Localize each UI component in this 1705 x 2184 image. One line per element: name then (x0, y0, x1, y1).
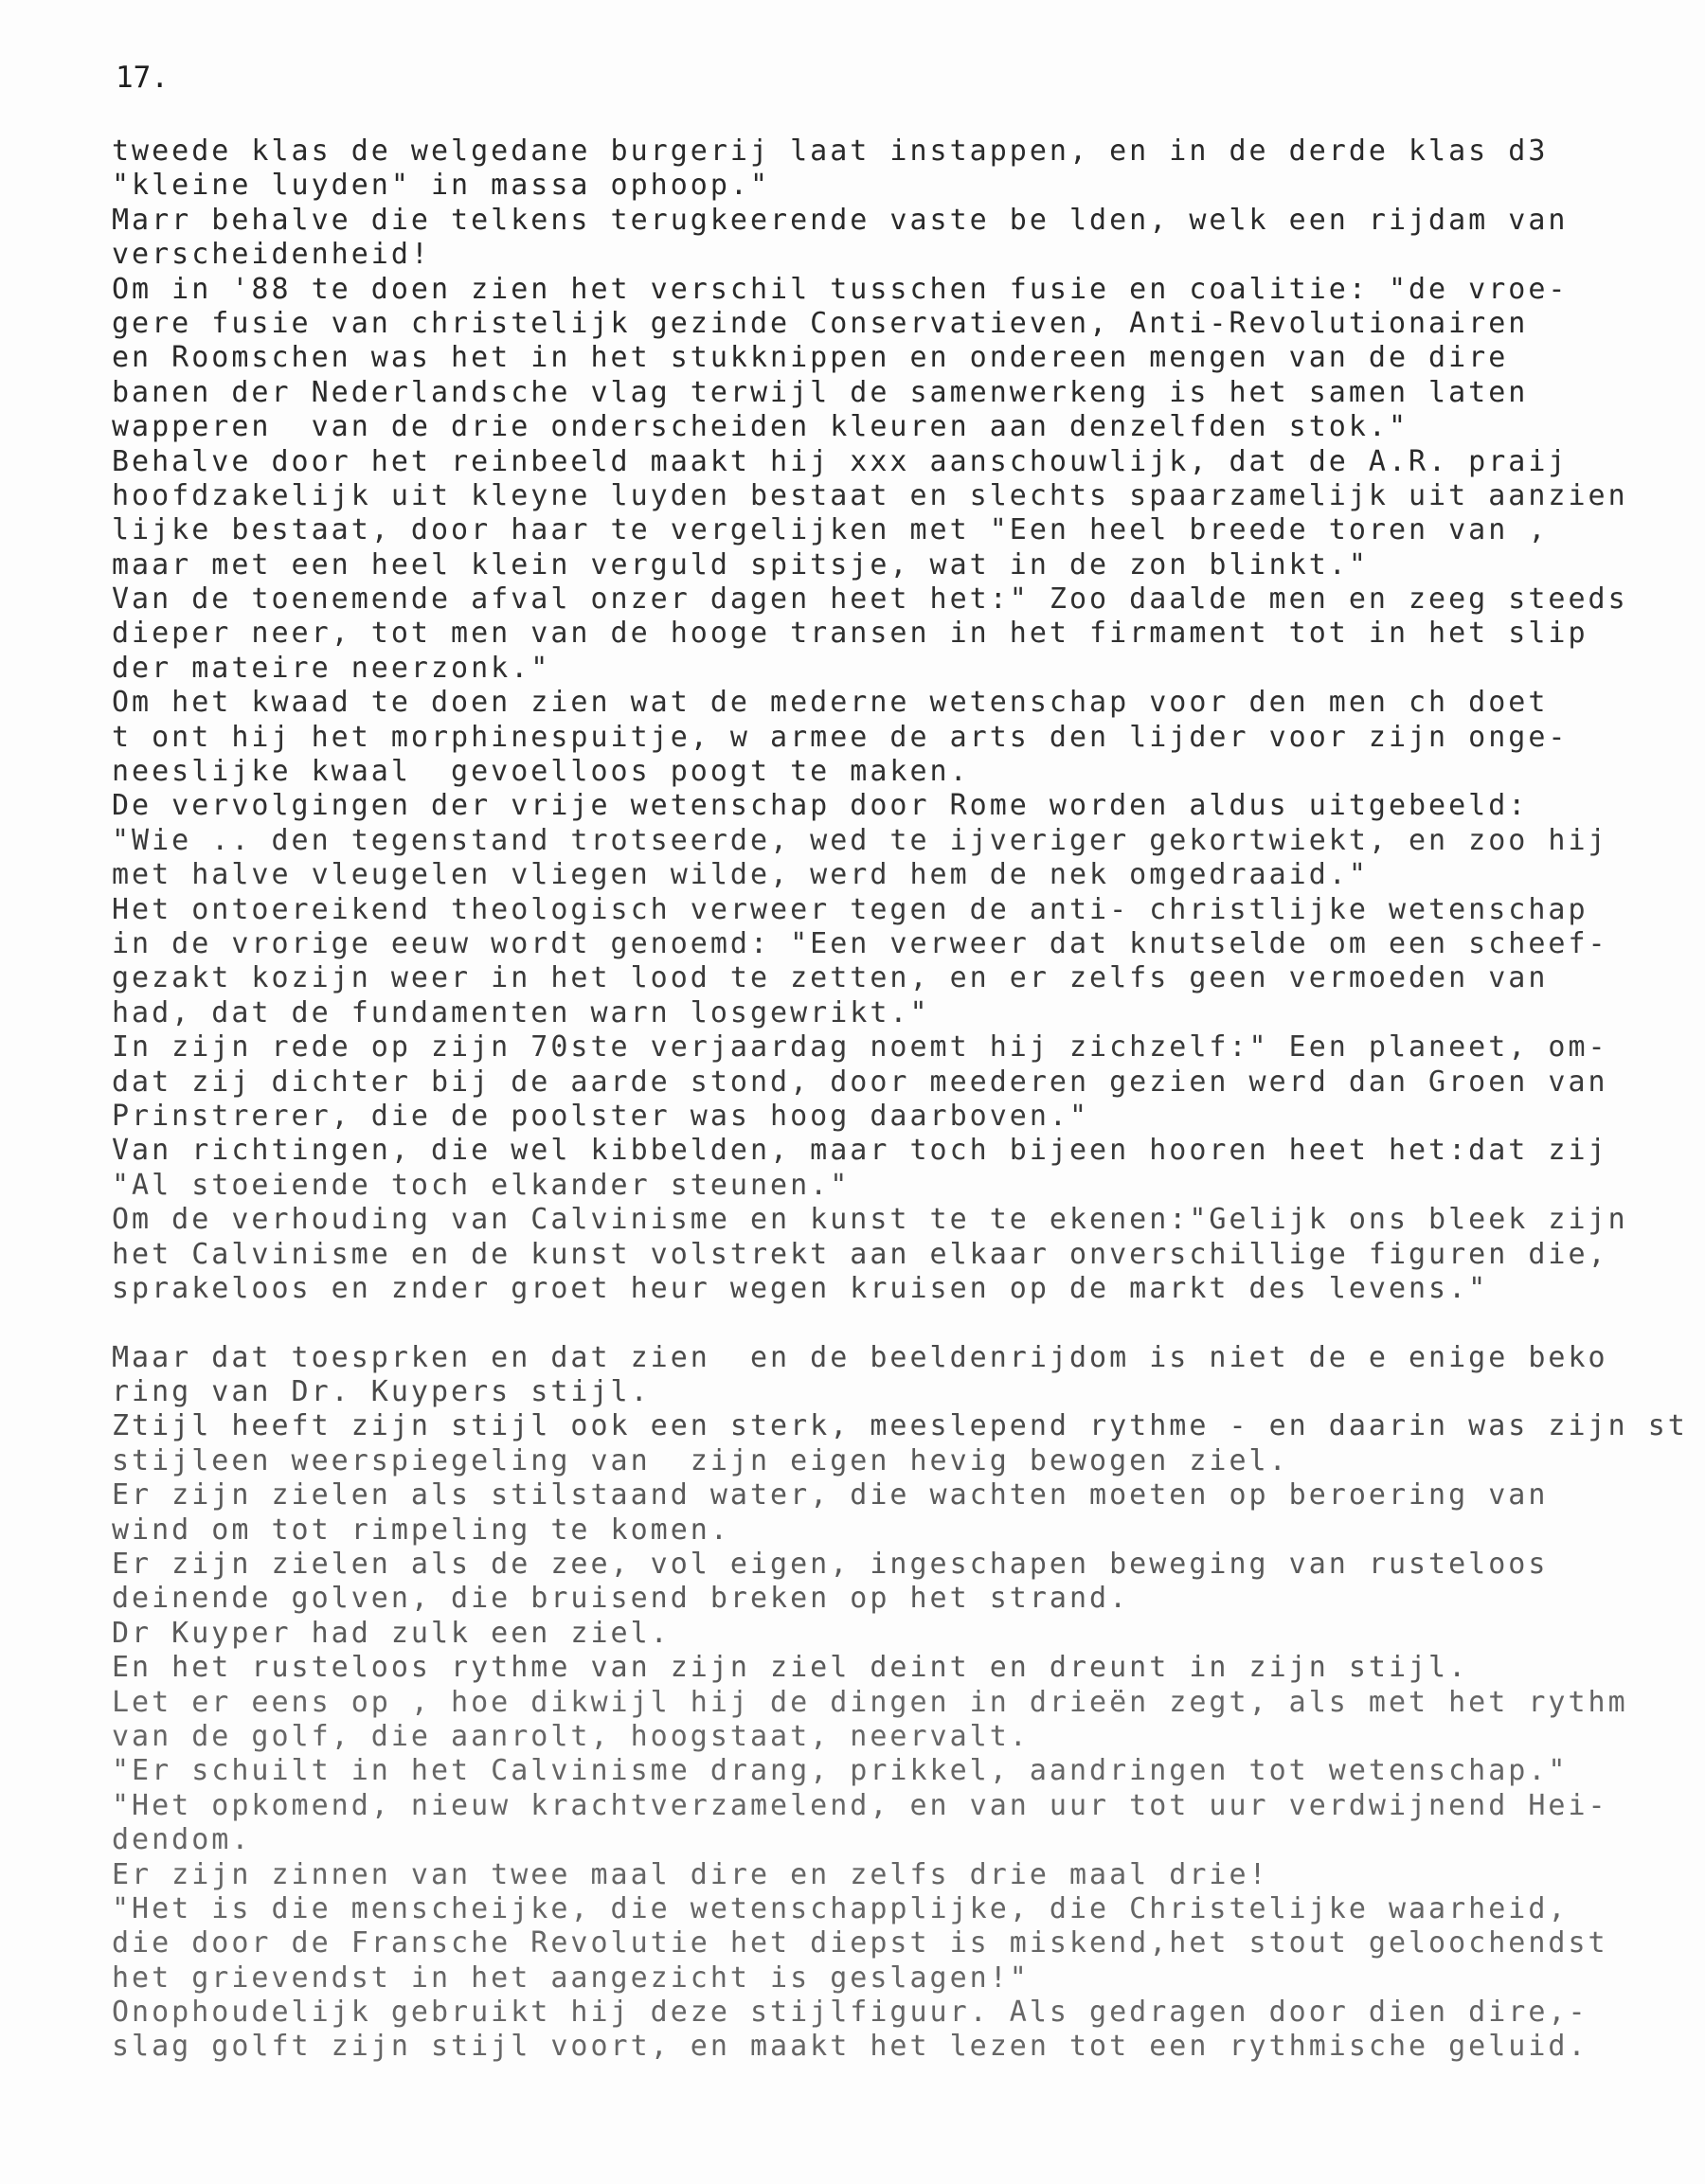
text-line: Van richtingen, die wel kibbelden, maar toch bijeen hooren heet het:dat zij (112, 1134, 1608, 1168)
text-line: tweede klas de welgedane burgerij laat instappen, en in de derde klas d3 (112, 134, 1549, 168)
text-line: verscheidenheid! (112, 238, 431, 272)
text-line: Behalve door het reinbeeld maakt hij xxx aanschouwlijk, dat de A.R. praij (112, 444, 1569, 478)
text-line: Prinstrerer, die de poolster was hoog daarboven." (112, 1099, 1090, 1133)
text-line: deinende golven, die bruisend breken op het strand. (112, 1582, 1130, 1616)
text-line: der mateire neerzonk." (112, 651, 551, 685)
text-line: Er zijn zinnen van twee maal dire en zelfs drie maal drie! (112, 1857, 1269, 1891)
text-line: De vervolgingen der vrije wetenschap door Rome worden aldus uitgebeeld: (112, 789, 1529, 823)
text-line: Het ontoereikend theologisch verweer tegen de anti- christlijke wetenschap (112, 892, 1588, 926)
text-line: Van de toenemende afval onzer dagen heet het:" Zoo daalde men en zeeg steeds (112, 582, 1628, 617)
text-line: slag golft zijn stijl voort, en maakt het lezen tot een rythmische geluid. (112, 2030, 1588, 2064)
text-line: Dr Kuyper had zulk een ziel. (112, 1616, 671, 1650)
text-line: en Roomschen was het in het stukknippen en ondereen mengen van de dire (112, 341, 1509, 375)
text-line (112, 1306, 1703, 1340)
text-line: wind om tot rimpeling te komen. (112, 1513, 730, 1547)
text-line: "Al stoeiende toch elkander steunen." (112, 1168, 851, 1202)
text-line: Ztijl heeft zijn stijl ook een sterk, meeslepend rythme - en daarin was zijn st (112, 1409, 1688, 1443)
text-line: Onophoudelijk gebruikt hij deze stijlfiguur. Als gedragen door dien dire,- (112, 1996, 1588, 2030)
text-line: had, dat de fundamenten warn losgewrikt." (112, 995, 930, 1029)
text-line: dat zij dichter bij de aarde stond, door meederen gezien werd dan Groen van (112, 1065, 1608, 1099)
text-line: "Het is die menscheijke, die wetenschapplijke, die Christelijke waarheid, (112, 1891, 1569, 1925)
text-line: het Calvinisme en de kunst volstrekt aan elkaar onverschillige figuren die, (112, 1237, 1608, 1271)
text-line: Om in '88 te doen zien het verschil tusschen fusie en coalitie: "de vroe- (112, 272, 1569, 306)
text-line: dendom. (112, 1823, 252, 1857)
text-line: het grievendst in het aangezicht is geslagen!" (112, 1960, 1030, 1995)
text-line: gere fusie van christelijk gezinde Conservatieven, Anti-Revolutionairen (112, 306, 1529, 340)
body-text (112, 134, 1703, 2065)
text-line: Om het kwaad te doen zien wat de mederne wetenschap voor den men ch doet (112, 686, 1549, 720)
page-number: 17. (116, 61, 169, 95)
text-line: banen der Nederlandsche vlag terwijl de samenwerkeng is het samen laten (112, 375, 1529, 409)
text-line: Let er eens op , hoe dikwijl hij de dingen in drieën zegt, als met het rythm (112, 1685, 1628, 1719)
text-line: Er zijn zielen als de zee, vol eigen, ingeschapen beweging van rusteloos (112, 1548, 1549, 1582)
text-line: ring van Dr. Kuypers stijl. (112, 1375, 651, 1409)
text-line: "Er schuilt in het Calvinisme drang, prikkel, aandringen tot wetenschap." (112, 1754, 1569, 1788)
text-line: t ont hij het morphinespuitje, w armee de arts den lijder voor zijn onge- (112, 720, 1569, 754)
text-line: dieper neer, tot men van de hooge transen in het firmament tot in het slip (112, 617, 1588, 651)
text-line: neeslijke kwaal gevoelloos poogt te maken. (112, 755, 970, 789)
text-line: lijke bestaat, door haar te vergelijken met "Een heel breede toren van , (112, 513, 1549, 547)
text-line: Er zijn zielen als stilstaand water, die wachten moeten op beroering van (112, 1478, 1549, 1513)
text-line: In zijn rede op zijn 70ste verjaardag noemt hij zichzelf:" Een planeet, om- (112, 1030, 1608, 1065)
text-line: Maar dat toesprken en dat zien en de beeldenrijdom is niet de e enige beko (112, 1340, 1608, 1374)
text-line: met halve vleugelen vliegen wilde, werd hem de nek omgedraaid." (112, 858, 1369, 892)
text-line: gezakt kozijn weer in het lood te zetten, en er zelfs geen vermoeden van (112, 961, 1549, 995)
text-line: Om de verhouding van Calvinisme en kunst te te ekenen:"Gelijk ons bleek zijn (112, 1203, 1628, 1237)
text-line: in de vrorige eeuw wordt genoemd: "Een verweer dat knutselde om een scheef- (112, 926, 1608, 960)
text-line: wapperen van de drie onderscheiden kleuren aan denzelfden stok." (112, 410, 1409, 444)
text-line: "Wie .. den tegenstand trotseerde, wed te ijveriger gekortwiekt, en zoo hij (112, 823, 1608, 857)
text-line: maar met een heel klein verguld spitsje, wat in de zon blinkt." (112, 547, 1369, 582)
text-line: "kleine luyden" in massa ophoop." (112, 169, 771, 203)
text-line: Marr behalve die telkens terugkeerende vaste be lden, welk een rijdam van (112, 203, 1569, 237)
text-line: hoofdzakelijk uit kleyne luyden bestaat en slechts spaarzamelijk uit aanzien (112, 478, 1628, 512)
text-line: van de golf, die aanrolt, hoogstaat, neervalt. (112, 1719, 1030, 1753)
text-line: die door de Fransche Revolutie het diepst is miskend,het stout geloochendst (112, 1926, 1608, 1960)
text-line: sprakeloos en znder groet heur wegen kruisen op de markt des levens." (112, 1271, 1489, 1305)
text-line: "Het opkomend, nieuw krachtverzamelend, en van uur tot uur verdwijnend Hei- (112, 1788, 1608, 1822)
text-line: stijleen weerspiegeling van zijn eigen hevig bewogen ziel. (112, 1443, 1289, 1477)
text-line: En het rusteloos rythme van zijn ziel deint en dreunt in zijn stijl. (112, 1651, 1469, 1685)
